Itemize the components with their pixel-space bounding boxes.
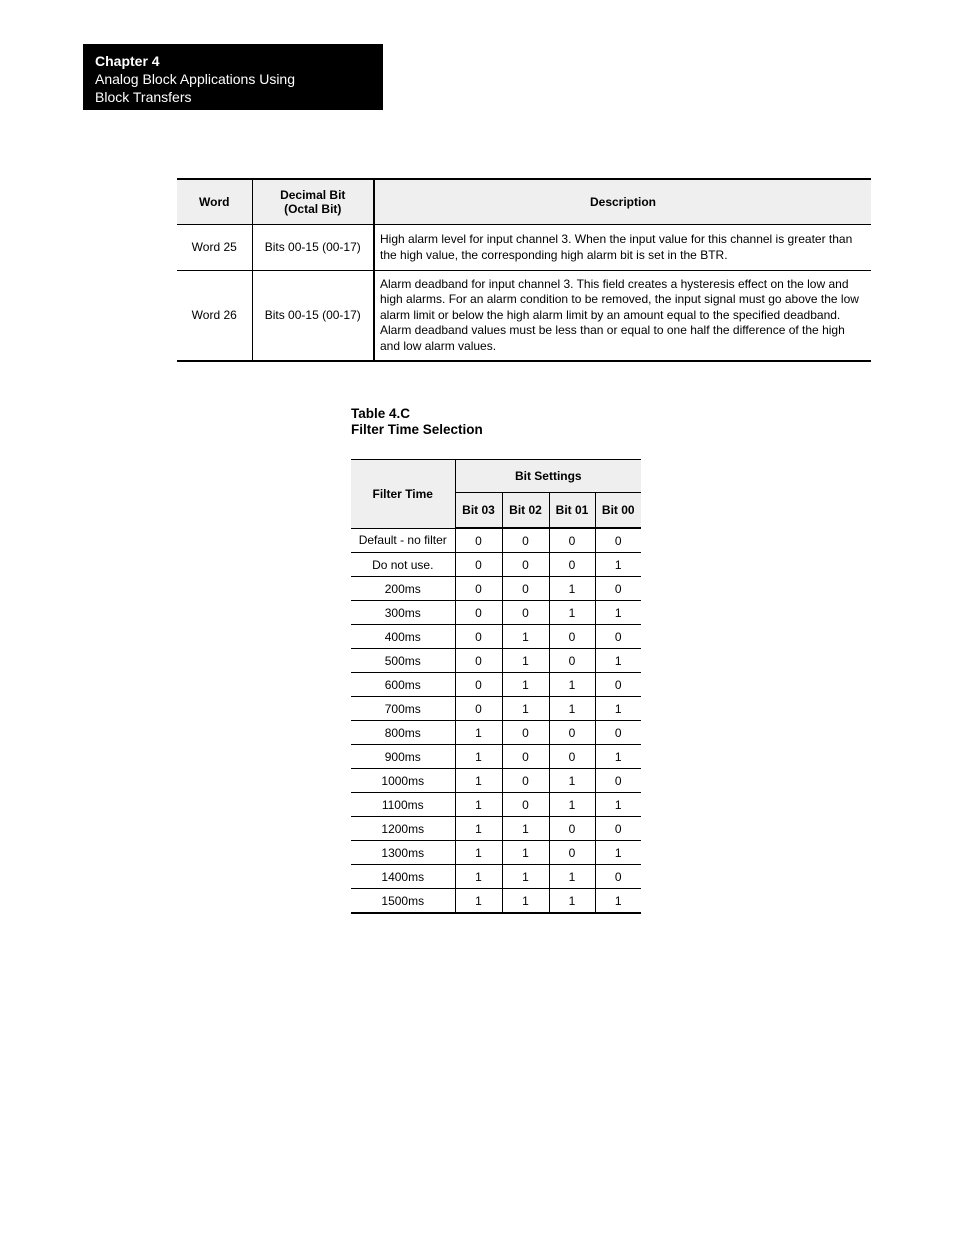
filter-time-cell: 1500ms bbox=[351, 889, 455, 914]
bit-cell: 1 bbox=[455, 721, 502, 745]
bit-cell: 1 bbox=[455, 841, 502, 865]
bit-cell: 1 bbox=[455, 769, 502, 793]
chapter-header bbox=[83, 44, 383, 110]
bit-cell: 1 bbox=[595, 649, 641, 673]
bit-cell: 1 bbox=[549, 769, 595, 793]
bit-cell: 0 bbox=[595, 625, 641, 649]
description-cell: High alarm level for input channel 3. When the input value for this channel is greater than the high value, the corresponding high alarm bit is set in the BTR. bbox=[374, 225, 871, 271]
bit-settings-header: Bit Settings bbox=[455, 460, 641, 493]
bit-cell: 0 bbox=[455, 577, 502, 601]
table-row bbox=[351, 553, 641, 577]
bit-cell: 0 bbox=[455, 625, 502, 649]
filter-time-column-header: Filter Time bbox=[351, 460, 455, 529]
bit-cell: 1 bbox=[455, 817, 502, 841]
filter-time-cell: 1400ms bbox=[351, 865, 455, 889]
filter-time-cell: 200ms bbox=[351, 577, 455, 601]
table-row bbox=[351, 601, 641, 625]
bit-cell: 0 bbox=[455, 528, 502, 553]
bit-cell: 0 bbox=[549, 721, 595, 745]
filter-time-cell: 900ms bbox=[351, 745, 455, 769]
filter-time-cell: 300ms bbox=[351, 601, 455, 625]
filter-time-cell: 1200ms bbox=[351, 817, 455, 841]
filter-time-cell: 1000ms bbox=[351, 769, 455, 793]
table-row bbox=[351, 745, 641, 769]
filter-time-cell: Default - no filter bbox=[351, 528, 455, 553]
bit-cell: 0 bbox=[595, 528, 641, 553]
bit-cell: 0 bbox=[502, 553, 549, 577]
decimal-bit-header-line-2: (Octal Bit) bbox=[284, 202, 342, 216]
bit-cell: 1 bbox=[595, 841, 641, 865]
bit-cell: 0 bbox=[502, 577, 549, 601]
table-row bbox=[351, 841, 641, 865]
bit-cell: 1 bbox=[595, 697, 641, 721]
filter-time-cell: 800ms bbox=[351, 721, 455, 745]
bit-cell: 1 bbox=[595, 745, 641, 769]
bit-cell: 0 bbox=[549, 625, 595, 649]
filter-time-table bbox=[351, 459, 641, 914]
bit-cell: 1 bbox=[549, 865, 595, 889]
bit-cell: 0 bbox=[502, 793, 549, 817]
bit-cell: 0 bbox=[502, 769, 549, 793]
bit-cell: 0 bbox=[502, 601, 549, 625]
bit-00-header: Bit 00 bbox=[595, 493, 641, 529]
table-row bbox=[351, 793, 641, 817]
bit-cell: 0 bbox=[595, 769, 641, 793]
bit-cell: 1 bbox=[455, 865, 502, 889]
bit-cell: 1 bbox=[502, 625, 549, 649]
table-row bbox=[177, 225, 871, 271]
bit-cell: 0 bbox=[502, 528, 549, 553]
bit-cell: 0 bbox=[549, 649, 595, 673]
table-row bbox=[351, 697, 641, 721]
bit-cell: 1 bbox=[549, 697, 595, 721]
filter-time-cell: Do not use. bbox=[351, 553, 455, 577]
table-row bbox=[351, 817, 641, 841]
bit-cell: 1 bbox=[502, 841, 549, 865]
bit-cell: 1 bbox=[595, 553, 641, 577]
filter-time-cell: 1300ms bbox=[351, 841, 455, 865]
bit-cell: 0 bbox=[549, 528, 595, 553]
bit-cell: 1 bbox=[455, 745, 502, 769]
chapter-title-line-1: Analog Block Applications Using bbox=[95, 71, 296, 87]
table-number: Table 4.C bbox=[351, 406, 411, 421]
table-row bbox=[351, 673, 641, 697]
table-row bbox=[351, 865, 641, 889]
table-row bbox=[351, 528, 641, 553]
bit-cell: 0 bbox=[549, 745, 595, 769]
bit-cell: 1 bbox=[549, 577, 595, 601]
bit-cell: 0 bbox=[502, 721, 549, 745]
filter-time-cell: 600ms bbox=[351, 673, 455, 697]
word-column-header: Word bbox=[177, 179, 252, 225]
decimal-bit-column-header bbox=[252, 179, 374, 225]
bit-cell: 1 bbox=[595, 793, 641, 817]
bit-cell: 0 bbox=[455, 601, 502, 625]
bit-cell: 1 bbox=[549, 793, 595, 817]
filter-time-cell: 400ms bbox=[351, 625, 455, 649]
bit-cell: 1 bbox=[502, 817, 549, 841]
bit-cell: 0 bbox=[455, 553, 502, 577]
bit-cell: 1 bbox=[549, 673, 595, 697]
decimal-bit-header-line-1: Decimal Bit bbox=[280, 188, 346, 202]
word-cell: Word 25 bbox=[177, 225, 252, 271]
chapter-title-line-2: Block Transfers bbox=[95, 89, 192, 105]
bit-cell: 0 bbox=[502, 745, 549, 769]
table-row bbox=[177, 271, 871, 361]
filter-time-cell: 700ms bbox=[351, 697, 455, 721]
filter-time-cell: 1100ms bbox=[351, 793, 455, 817]
bit-cell: 1 bbox=[502, 889, 549, 914]
bits-cell: Bits 00-15 (00-17) bbox=[252, 225, 374, 271]
word-cell: Word 26 bbox=[177, 271, 252, 361]
bit-cell: 0 bbox=[549, 841, 595, 865]
chapter-number: Chapter 4 bbox=[95, 53, 160, 69]
bit-cell: 0 bbox=[595, 817, 641, 841]
bit-cell: 1 bbox=[549, 889, 595, 914]
table-row bbox=[351, 889, 641, 914]
bit-cell: 1 bbox=[595, 601, 641, 625]
table-row bbox=[351, 649, 641, 673]
table-row bbox=[351, 769, 641, 793]
bit-cell: 0 bbox=[595, 721, 641, 745]
table-title: Filter Time Selection bbox=[351, 422, 483, 437]
bit-cell: 0 bbox=[549, 817, 595, 841]
bit-01-header: Bit 01 bbox=[549, 493, 595, 529]
filter-table-header-row bbox=[351, 460, 641, 493]
bit-02-header: Bit 02 bbox=[502, 493, 549, 529]
bit-cell: 0 bbox=[595, 865, 641, 889]
bit-cell: 1 bbox=[502, 697, 549, 721]
table-row bbox=[351, 625, 641, 649]
bit-cell: 1 bbox=[455, 793, 502, 817]
description-column-header: Description bbox=[374, 179, 871, 225]
bit-cell: 1 bbox=[455, 889, 502, 914]
bit-cell: 1 bbox=[502, 865, 549, 889]
filter-time-cell: 500ms bbox=[351, 649, 455, 673]
bit-cell: 1 bbox=[502, 673, 549, 697]
bit-cell: 1 bbox=[595, 889, 641, 914]
bit-cell: 0 bbox=[455, 673, 502, 697]
bit-cell: 0 bbox=[595, 673, 641, 697]
table-caption bbox=[351, 406, 483, 438]
bit-cell: 0 bbox=[595, 577, 641, 601]
word-description-table bbox=[177, 178, 871, 362]
bit-cell: 1 bbox=[502, 649, 549, 673]
bit-cell: 0 bbox=[455, 649, 502, 673]
table-row bbox=[351, 721, 641, 745]
bit-cell: 1 bbox=[549, 601, 595, 625]
word-table-header-row bbox=[177, 179, 871, 225]
bit-cell: 0 bbox=[549, 553, 595, 577]
bit-03-header: Bit 03 bbox=[455, 493, 502, 529]
table-row bbox=[351, 577, 641, 601]
bit-cell: 0 bbox=[455, 697, 502, 721]
bits-cell: Bits 00-15 (00-17) bbox=[252, 271, 374, 361]
description-cell: Alarm deadband for input channel 3. This field creates a hysteresis effect on the low and high alarms. For an alarm condition to be removed, the input signal must go above the low alarm limit or below the high alarm limit by an amount equal to the specified deadband. Alarm deadband values must be less than or equal to one half the difference of the high and low alarm values. bbox=[374, 271, 871, 361]
